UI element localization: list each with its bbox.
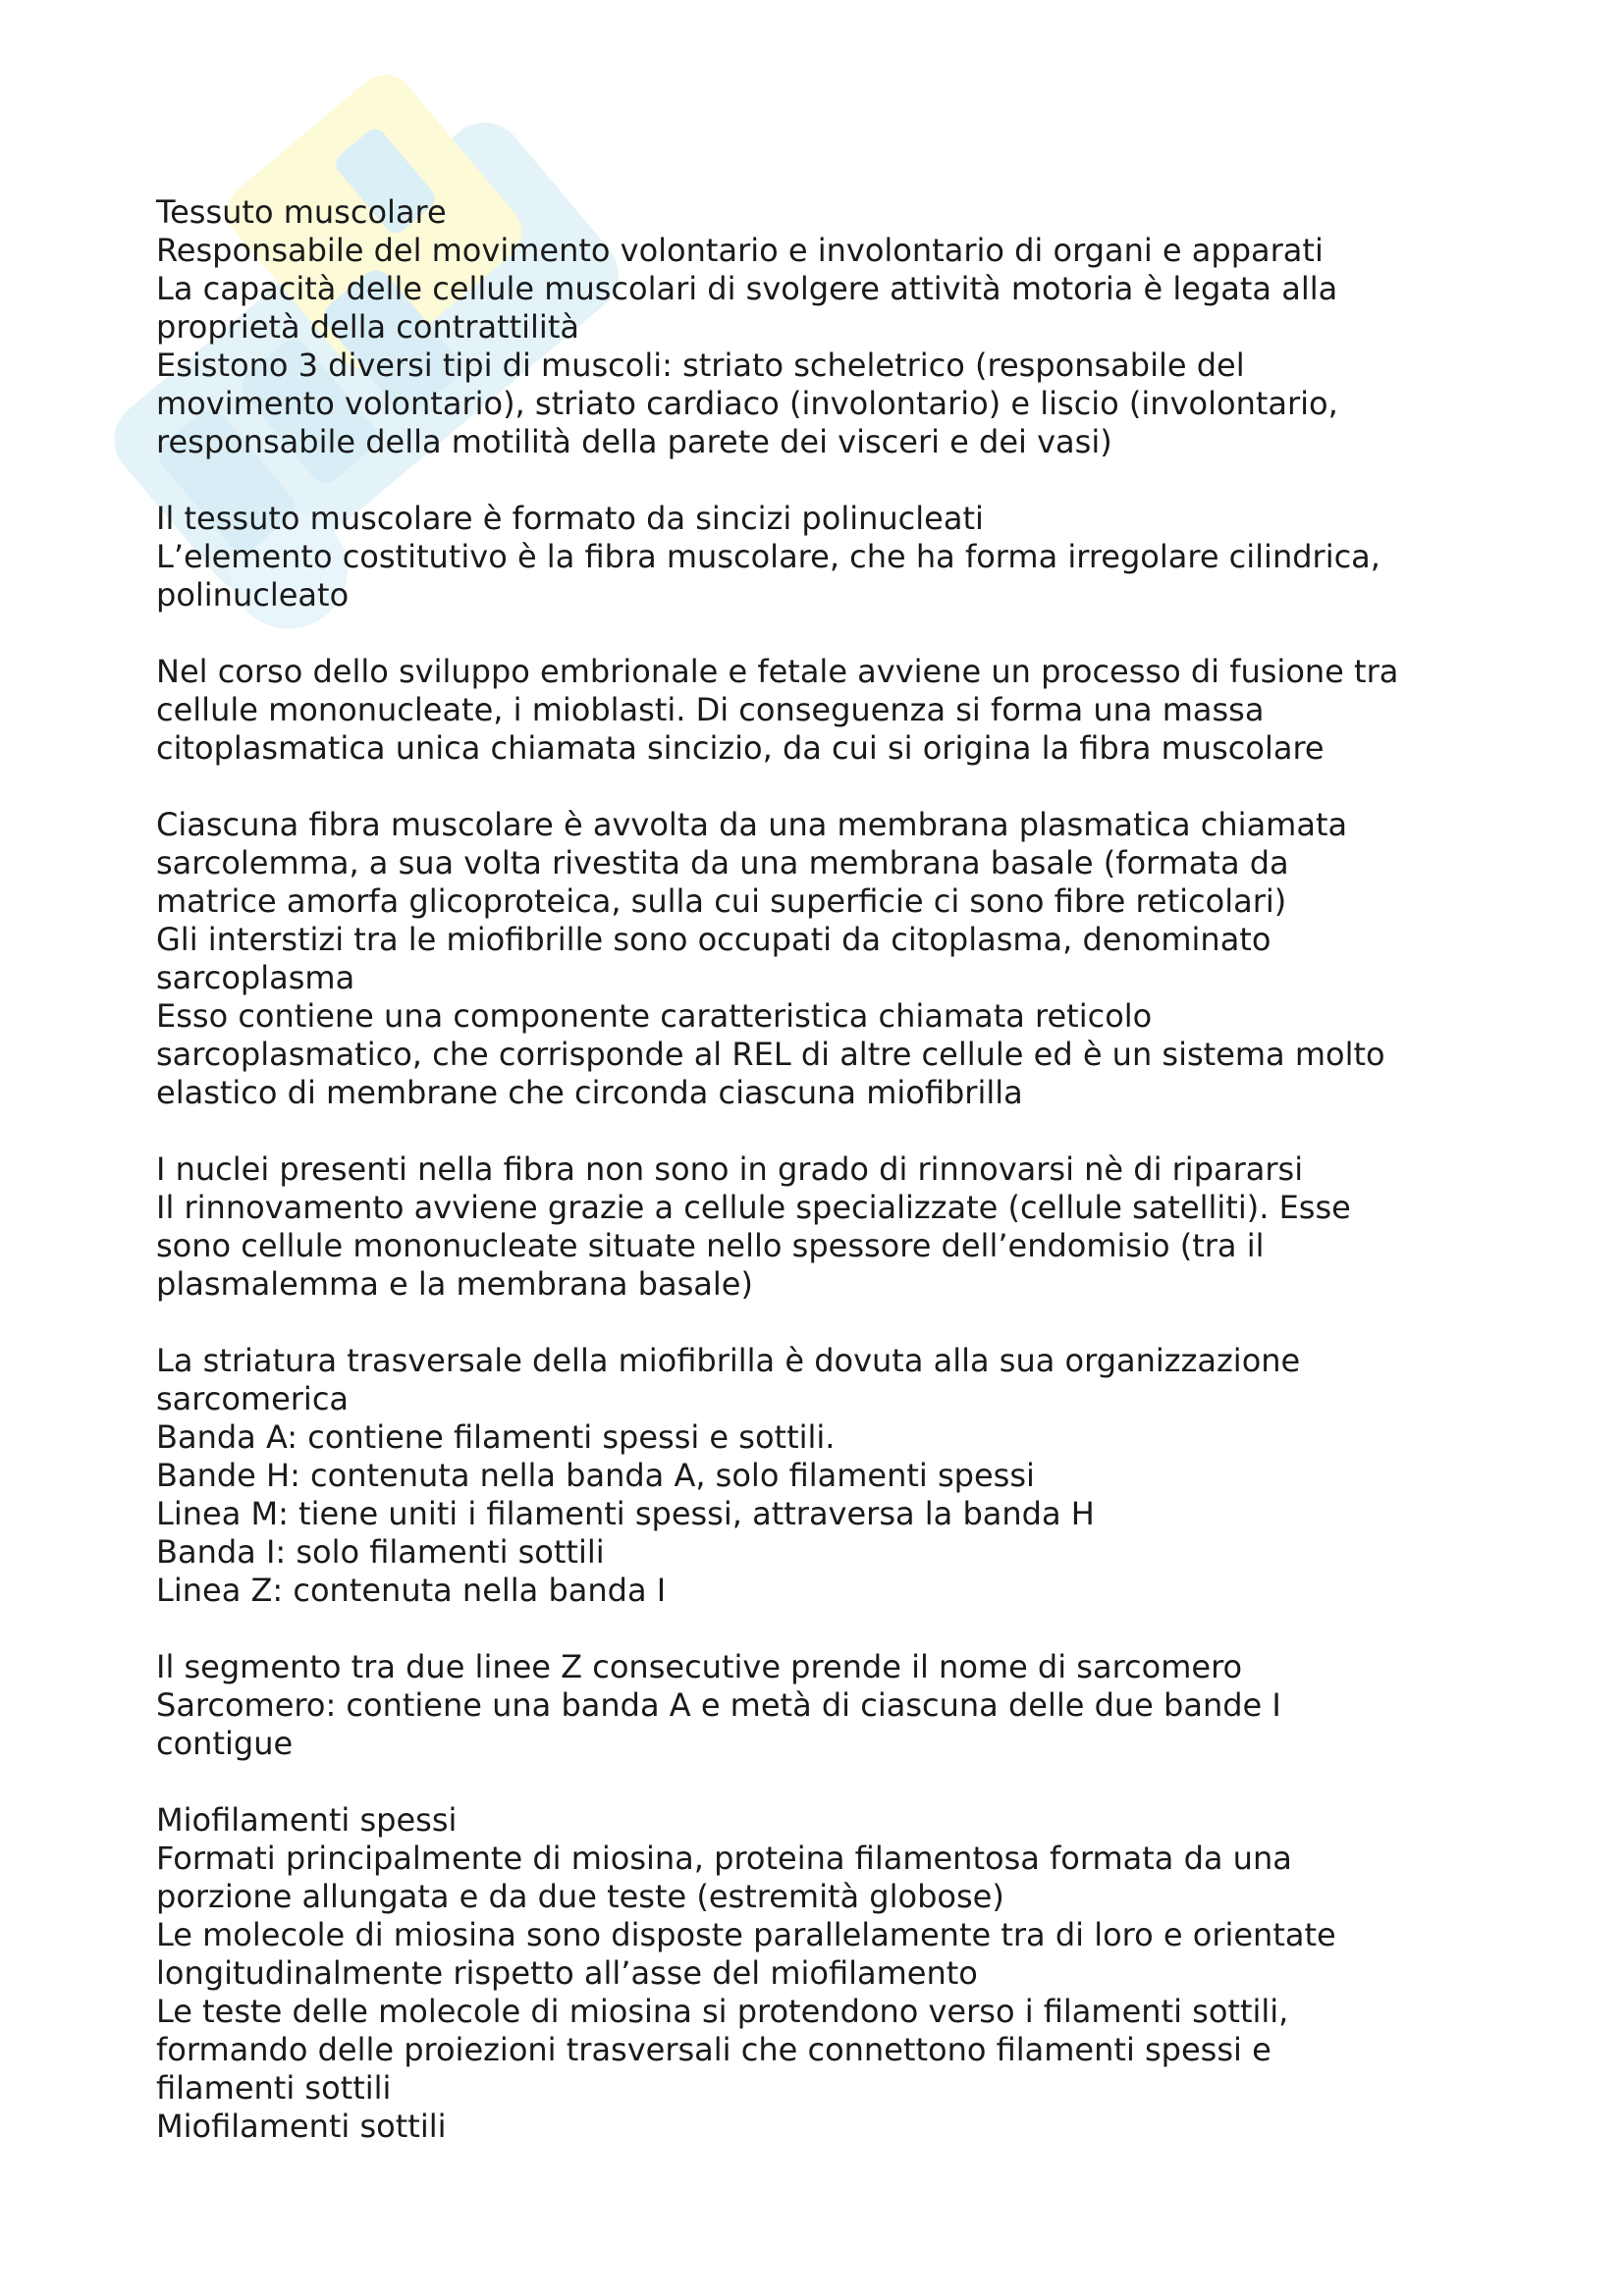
text-line: Le teste delle molecole di miosina si protendono verso i filamenti sottili, bbox=[156, 1993, 1289, 2030]
text-line: Formati principalmente di miosina, proteina filamentosa formata da una bbox=[156, 1840, 1292, 1877]
text-line: filamenti sottili bbox=[156, 2069, 392, 2107]
text-line: Ciascuna fibra muscolare è avvolta da una membrana plasmatica chiamata bbox=[156, 806, 1348, 843]
text-line: cellule mononucleate, i mioblasti. Di conseguenza si forma una massa bbox=[156, 691, 1265, 728]
text-line: polinucleato bbox=[156, 576, 350, 614]
paragraph-sviluppo bbox=[156, 653, 1531, 768]
paragraph-nuclei bbox=[156, 1150, 1531, 1304]
text-line: Banda I: solo filamenti sottili bbox=[156, 1533, 605, 1571]
text-line: I nuclei presenti nella fibra non sono in grado di rinnovarsi nè di ripararsi bbox=[156, 1150, 1304, 1188]
text-line: sarcolemma, a sua volta rivestita da una membrana basale (formata da bbox=[156, 844, 1289, 881]
text-line: Banda A: contiene filamenti spessi e sottili. bbox=[156, 1418, 836, 1456]
text-line: Il segmento tra due linee Z consecutive prende il nome di sarcomero bbox=[156, 1648, 1243, 1685]
text-line: plasmalemma e la membrana basale) bbox=[156, 1265, 753, 1303]
text-line: La striatura trasversale della miofibrilla è dovuta alla sua organizzazione bbox=[156, 1342, 1301, 1379]
text-line: elastico di membrane che circonda ciascuna miofibrilla bbox=[156, 1074, 1023, 1111]
text-line: longitudinalmente rispetto all’asse del miofilamento bbox=[156, 1954, 978, 1992]
text-line: Il tessuto muscolare è formato da sincizi polinucleati bbox=[156, 500, 984, 537]
text-line: Linea M: tiene uniti i filamenti spessi, attraversa la banda H bbox=[156, 1495, 1095, 1532]
text-line: sarcoplasma bbox=[156, 959, 355, 996]
text-line: L’elemento costitutivo è la fibra muscolare, che ha forma irregolare cilindrica, bbox=[156, 538, 1380, 575]
text-line: Gli interstizi tra le miofibrille sono occupati da citoplasma, denominato bbox=[156, 921, 1271, 958]
text-line: formando delle proiezioni trasversali che connettono filamenti spessi e bbox=[156, 2031, 1271, 2068]
text-line: porzione allungata e da due teste (estremità globose) bbox=[156, 1878, 1004, 1915]
text-line: Le molecole di miosina sono disposte parallelamente tra di loro e orientate bbox=[156, 1916, 1336, 1953]
paragraph-miofilamenti bbox=[156, 1801, 1531, 2146]
text-line: sarcomerica bbox=[156, 1380, 350, 1417]
text-line: contigue bbox=[156, 1725, 294, 1762]
text-line: La capacità delle cellule muscolari di svolgere attività motoria è legata alla bbox=[156, 270, 1338, 307]
text-line: Responsabile del movimento volontario e involontario di organi e apparati bbox=[156, 232, 1324, 269]
paragraph-striatura bbox=[156, 1342, 1531, 1610]
text-line: Bande H: contenuta nella banda A, solo filamenti spessi bbox=[156, 1457, 1035, 1494]
text-line: Miofilamenti sottili bbox=[156, 2108, 447, 2145]
document-page bbox=[156, 193, 1531, 2184]
paragraph-sarcomero bbox=[156, 1648, 1531, 1763]
paragraph-intro bbox=[156, 193, 1531, 461]
text-line: Il rinnovamento avviene grazie a cellule specializzate (cellule satelliti). Esse bbox=[156, 1189, 1351, 1226]
doc-title: Tessuto muscolare bbox=[156, 193, 447, 231]
paragraph-sarcolemma bbox=[156, 806, 1531, 1112]
text-line: Esistono 3 diversi tipi di muscoli: striato scheletrico (responsabile del bbox=[156, 347, 1245, 384]
text-line: sarcoplasmatico, che corrisponde al REL di altre cellule ed è un sistema molto bbox=[156, 1036, 1385, 1073]
text-line: matrice amorfa glicoproteica, sulla cui superficie ci sono fibre reticolari) bbox=[156, 882, 1287, 920]
text-line: Esso contiene una componente caratteristica chiamata reticolo bbox=[156, 997, 1153, 1035]
text-line: movimento volontario), striato cardiaco (involontario) e liscio (involontario, bbox=[156, 385, 1338, 422]
text-line: responsabile della motilità della parete dei visceri e dei vasi) bbox=[156, 423, 1112, 460]
text-line: Sarcomero: contiene una banda A e metà di ciascuna delle due bande I bbox=[156, 1686, 1281, 1724]
text-line: Nel corso dello sviluppo embrionale e fetale avviene un processo di fusione tra bbox=[156, 653, 1399, 690]
text-line: proprietà della contrattilità bbox=[156, 308, 579, 346]
text-line: Linea Z: contenuta nella banda I bbox=[156, 1572, 667, 1609]
text-line: Miofilamenti spessi bbox=[156, 1801, 458, 1839]
paragraph-sincizi bbox=[156, 500, 1531, 614]
text-line: sono cellule mononucleate situate nello spessore dell’endomisio (tra il bbox=[156, 1227, 1265, 1264]
text-line: citoplasmatica unica chiamata sincizio, da cui si origina la fibra muscolare bbox=[156, 729, 1325, 767]
